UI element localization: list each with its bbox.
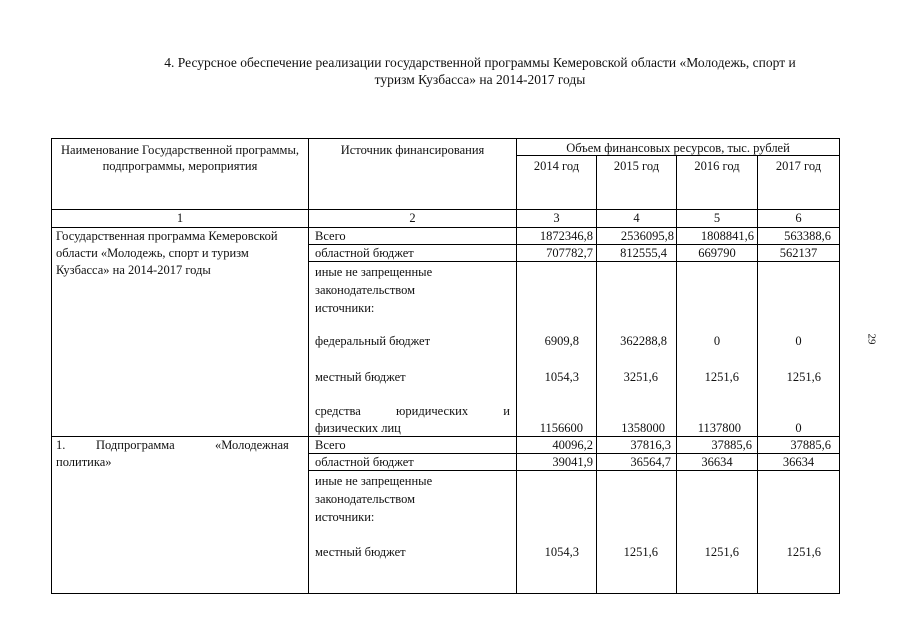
header-year-2014: 2014 год (533, 159, 580, 173)
program-row-federal-2016: 0 (713, 334, 721, 348)
subprogram-row-total-2015: 37816,3 (630, 438, 671, 452)
program-row-legal-2015: 1358000 (621, 421, 665, 435)
col-number-6: 6 (795, 211, 802, 225)
subprogram-title-start: «Молодежная (215, 438, 289, 452)
page-title (100, 54, 860, 88)
program-row-local-2014: 1054,3 (544, 370, 579, 384)
subprogram-number: 1. (56, 438, 66, 452)
subprogram-row-total-2014: 40096,2 (552, 438, 593, 452)
subprogram-row-total-source: Всего (315, 438, 346, 452)
subprogram-word: Подпрограмма (96, 438, 175, 452)
subprogram-row-local-2016: 1251,6 (704, 545, 739, 559)
program-name: Государственная программа Кемеровской области «Молодежь, спорт и туризм Кузбасса» на 2014-2017 годы (56, 229, 278, 277)
subprogram-row-local-2017: 1251,6 (786, 545, 821, 559)
program-row-total-2016: 1808841,6 (700, 229, 754, 243)
subprogram-row-local-2015: 1251,6 (623, 545, 658, 559)
subprogram-row-regional-2014: 39041,9 (552, 455, 593, 469)
program-row-legal-2014: 1156600 (539, 421, 583, 435)
subprogram-row-total-2016: 37885,6 (711, 438, 752, 452)
subprogram-row-regional-2016: 36634 (701, 455, 733, 469)
header-name-cell: Наименование Государственной программы, подпрограммы, мероприятия (61, 143, 299, 173)
subprogram-row-regional-2017: 36634 (782, 455, 815, 469)
program-row-local-2016: 1251,6 (704, 370, 739, 384)
program-row-total-source: Всего (315, 229, 346, 243)
program-row-regional-2017: 562137 (779, 246, 818, 260)
header-year-2015: 2015 год (613, 159, 660, 173)
subprogram-row-regional-source: областной бюджет (315, 455, 414, 469)
subprogram-row-regional-2015: 36564,7 (630, 455, 671, 469)
col-number-1: 1 (176, 211, 184, 225)
program-row-regional-2015: 812555,4 (620, 246, 667, 260)
subprogram-row-total-2017: 37885,6 (790, 438, 831, 452)
program-row-local-source: местный бюджет (315, 370, 406, 384)
col-number-2: 2 (409, 211, 416, 225)
program-row-federal-2017: 0 (795, 334, 802, 348)
title-line-2: туризм Кузбасса» на 2014-2017 годы (374, 72, 586, 87)
program-row-regional-2014: 707782,7 (546, 246, 593, 260)
program-row-legal-2017: 0 (795, 421, 802, 435)
page-number: 29 (865, 333, 878, 345)
col-number-4: 4 (633, 211, 640, 225)
program-row-legal-source-line1: средства юридических и (315, 404, 510, 418)
header-year-2016: 2016 год (694, 159, 740, 173)
header-source-cell: Источник финансирования (340, 143, 485, 157)
col-number-5: 5 (713, 211, 721, 225)
subprogram-row-local-source: местный бюджет (315, 545, 406, 559)
program-row-regional-source: областной бюджет (315, 246, 414, 260)
program-row-legal-source-line2: физических лиц (315, 421, 401, 435)
program-row-local-2017: 1251,6 (786, 370, 821, 384)
program-row-federal-2014: 6909,8 (544, 334, 579, 348)
program-row-federal-source: федеральный бюджет (315, 334, 431, 348)
program-row-total-2017: 563388,6 (784, 229, 831, 243)
col-number-3: 3 (553, 211, 560, 225)
program-row-other-source: иные не запрещенные законодательством источники: (315, 265, 433, 315)
title-line-1: 4. Ресурсное обеспечение реализации государственной программы Кемеровской области «Молодежь, спорт и (164, 55, 796, 70)
program-row-local-2015: 3251,6 (623, 370, 658, 384)
program-row-federal-2015: 362288,8 (620, 334, 667, 348)
subprogram-row-other-source: иные не запрещенные законодательством источники: (315, 474, 433, 524)
program-row-total-2015: 2536095,8 (620, 229, 674, 243)
subprogram-row-local-2014: 1054,3 (544, 545, 579, 559)
subprogram-title-end: политика» (56, 455, 112, 469)
program-row-total-2014: 1872346,8 (539, 229, 593, 243)
header-volume-cell: Объем финансовых ресурсов, тыс. рублей (566, 141, 790, 155)
header-year-2017: 2017 год (775, 159, 822, 173)
program-row-regional-2016: 669790 (698, 246, 736, 260)
program-row-legal-2016: 1137800 (697, 421, 741, 435)
